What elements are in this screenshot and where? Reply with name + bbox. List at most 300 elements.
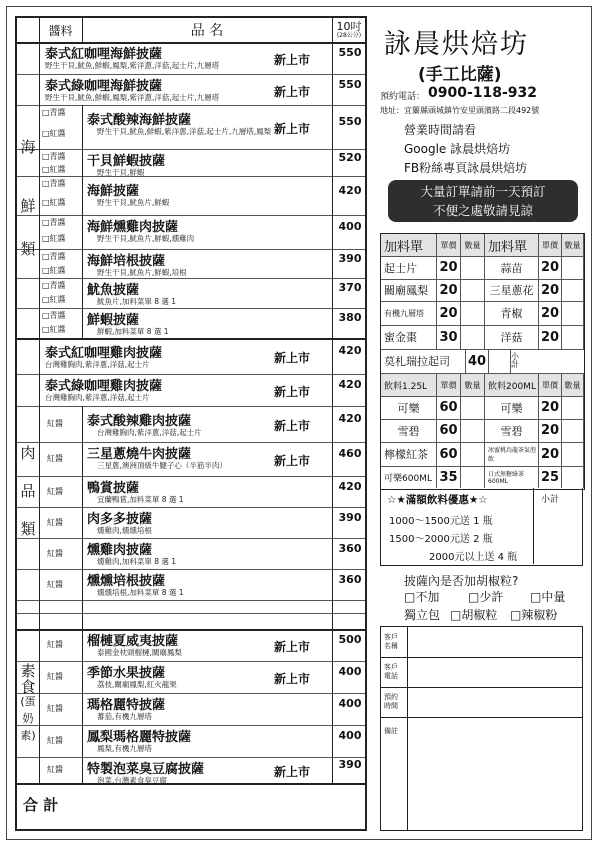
address: 地址：宜蘭縣頭城鎮竹安里頭濱路二段492號 — [380, 106, 540, 115]
promo-line-1: 1000～1500元送 1 瓶 — [389, 516, 493, 527]
promo-box — [380, 488, 583, 566]
addon-right-name: 洋菇 — [485, 325, 539, 349]
veg-row-3 — [17, 725, 365, 758]
addon-right-price: 20 — [539, 301, 562, 325]
pepper-medium[interactable]: □中量 — [530, 590, 566, 604]
sauce-red-label: 紅醬 — [47, 704, 63, 713]
addon-right-name: 青椒 — [485, 301, 539, 325]
meat-row-7 — [17, 569, 365, 601]
drink-left-name: 可樂 — [381, 396, 437, 419]
form-row-line-3 — [381, 717, 582, 718]
addon-right-qty[interactable] — [562, 256, 584, 279]
price-divider — [332, 74, 333, 105]
drink-left-price: 60 — [437, 442, 461, 466]
price-divider — [332, 215, 333, 249]
item-price: 520 — [338, 150, 362, 164]
meat-row-3 — [17, 442, 365, 477]
meat-row-0 — [17, 338, 365, 375]
header-size-sub: (28公分) — [336, 31, 362, 39]
addon-right-name: 三星蔥花 — [485, 279, 539, 301]
sauce-red-label: 紅醬 — [47, 765, 63, 774]
item-description: 鮮蝦,加料菜單 8 選 1 — [97, 327, 169, 336]
shop-subtitle: (手工比薩) — [418, 65, 502, 85]
category-veg-char-3: 奶 — [22, 712, 34, 725]
sauce-cell — [39, 661, 83, 693]
drink-row-0 — [381, 396, 584, 420]
item-name: 鳳梨瑪格麗特披薩 — [87, 730, 192, 745]
category-veg-char-2: (蛋 — [20, 695, 36, 708]
addon-left-qty[interactable] — [461, 301, 485, 325]
form-time-field[interactable] — [411, 691, 577, 713]
drink-right-name: 冰蜜桃烏龍茶氣泡飲 — [485, 442, 539, 466]
addon-row-0 — [381, 256, 584, 280]
header-size — [333, 18, 365, 44]
new-badge: 新上市 — [274, 385, 311, 399]
sauce-red-checkbox[interactable]: □青醬 — [42, 311, 66, 320]
item-description: 泰國金枕頭榴槤,關廟鳳梨 — [97, 648, 182, 657]
sauce-cell — [39, 215, 83, 249]
addon-left-price: 30 — [437, 325, 461, 349]
sauce-red-checkbox[interactable]: □青醬 — [42, 108, 66, 117]
drinks-price-header-right: 單價 — [539, 374, 562, 396]
total-label: 合 計 — [23, 796, 59, 814]
sauce-cell — [39, 538, 83, 569]
form-note-field[interactable] — [411, 721, 577, 825]
item-price: 550 — [338, 115, 362, 128]
seafood-row-6 — [17, 249, 365, 279]
addon-mozzarella-qty[interactable] — [488, 349, 511, 373]
meat-row-6 — [17, 538, 365, 570]
price-divider — [332, 693, 333, 725]
new-badge: 新上市 — [274, 351, 311, 365]
price-divider — [332, 600, 333, 613]
sauce-red-label: 紅醬 — [47, 672, 63, 681]
price-divider — [332, 538, 333, 569]
price-divider — [332, 442, 333, 476]
drink-left-price: 35 — [437, 466, 461, 488]
pepper-none[interactable]: □不加 — [404, 590, 440, 604]
sauce-red-label: 紅醬 — [47, 548, 63, 558]
addon-right-qty[interactable] — [562, 279, 584, 301]
addon-header-row — [381, 234, 584, 257]
drink-left-price: 60 — [437, 396, 461, 419]
drink-right-name: 日式無糖綠茶 600ML — [485, 466, 539, 488]
category-veg-char-4: 素) — [20, 729, 36, 742]
phone-number: 0900-118-932 — [428, 85, 538, 101]
item-name: 泰式紅咖哩雞肉披薩 — [45, 346, 163, 361]
drink-right-price: 20 — [539, 419, 562, 442]
drink-left-name: 雪碧 — [381, 419, 437, 442]
header-blank — [17, 18, 40, 44]
addon-left-price: 20 — [437, 301, 461, 325]
item-price: 400 — [338, 220, 362, 233]
notice-line-2: 不便之處敬請見諒 — [432, 203, 533, 218]
item-price: 400 — [338, 665, 362, 678]
price-divider — [332, 569, 333, 600]
drink-left-qty[interactable] — [461, 442, 485, 466]
seafood-row-4 — [17, 176, 365, 216]
price-divider — [332, 374, 333, 406]
drink-right-name: 雪碧 — [485, 419, 539, 442]
addon-left-qty[interactable] — [461, 279, 485, 301]
item-name: 海鮮培根披薩 — [87, 254, 166, 269]
veg-row-0 — [17, 629, 365, 662]
price-divider — [332, 507, 333, 538]
fb-text: FB粉絲專頁詠晨烘焙坊 — [404, 161, 528, 175]
promo-subtotal: 小計 — [541, 495, 560, 505]
sauce-cell — [39, 149, 83, 176]
item-price: 390 — [338, 251, 362, 265]
price-divider — [332, 42, 333, 74]
addon-right-qty[interactable] — [562, 325, 584, 349]
addon-qty-header-right: 數量 — [562, 234, 584, 256]
sauce-red-label: 紅醬 — [47, 736, 63, 745]
sauce-red-label: 紅醬 — [47, 517, 63, 527]
item-name: 季節水果披薩 — [87, 666, 166, 681]
item-name: 三星蔥燒牛肉披薩 — [87, 447, 192, 462]
new-badge: 新上市 — [274, 454, 311, 468]
item-description: 野生干貝,魷魚片,鮮蝦 — [97, 198, 170, 207]
sauce-cell — [39, 613, 83, 629]
seafood-row-8 — [17, 308, 365, 340]
addon-row-2 — [381, 301, 584, 326]
veg-row-4 — [17, 757, 365, 784]
item-price: 400 — [338, 697, 362, 710]
item-name: 瑪格麗特披薩 — [87, 698, 166, 713]
sauce-red-checkbox[interactable]: □青醬 — [42, 152, 66, 161]
meat-row-4 — [17, 476, 365, 508]
drink-right-price: 20 — [539, 396, 562, 419]
sauce-red-checkbox[interactable]: □青醬 — [42, 218, 66, 227]
sauce-red-checkbox[interactable]: □青醬 — [42, 281, 66, 290]
drink-row-3 — [381, 466, 584, 488]
item-name: 干貝鮮蝦披薩 — [87, 154, 166, 169]
drink-right-price: 25 — [539, 466, 562, 488]
sauce-green-checkbox[interactable]: □紅醬 — [42, 197, 66, 207]
sauce-green-checkbox[interactable]: □紅醬 — [42, 234, 66, 243]
price-divider — [332, 249, 333, 278]
drinks-title-left: 飲料1.25L — [381, 374, 437, 396]
new-badge: 新上市 — [274, 640, 311, 654]
promo-divider — [533, 488, 534, 564]
pepper-peppercorn[interactable]: □胡椒粒 — [450, 608, 498, 622]
item-name: 榴槤夏威夷披薩 — [87, 634, 179, 649]
pepper-chili[interactable]: □辣椒粉 — [510, 608, 558, 622]
item-price: 500 — [338, 633, 362, 646]
price-divider — [332, 613, 333, 629]
sauce-red-label: 紅醬 — [47, 419, 63, 428]
item-name: 鮮蝦披薩 — [87, 313, 140, 328]
notice-line-1: 大量訂單請前一天預訂 — [420, 184, 546, 199]
category-veg-char-1: 食 — [20, 678, 36, 696]
item-price: 420 — [338, 344, 362, 357]
category-veg-char-0: 素 — [20, 662, 36, 680]
new-badge: 新上市 — [274, 419, 311, 433]
new-badge: 新上市 — [274, 765, 311, 779]
drink-left-qty[interactable] — [461, 396, 485, 419]
sauce-cell — [39, 600, 83, 613]
addon-right-name: 蒜苗 — [485, 256, 539, 279]
sauce-cell — [39, 406, 83, 442]
sauce-green-checkbox[interactable]: □紅醬 — [42, 295, 66, 304]
price-divider — [332, 149, 333, 176]
item-name: 燻雞肉披薩 — [87, 543, 153, 558]
drinks-header-row — [381, 374, 584, 397]
form-phone-label: 客戶電話 — [384, 663, 398, 680]
price-divider — [332, 338, 333, 374]
addon-left-name: 關廟鳳梨 — [381, 279, 437, 301]
new-badge: 新上市 — [274, 122, 311, 136]
veg-row-2 — [17, 693, 365, 726]
sauce-cell — [39, 507, 83, 538]
item-name: 海鮮燻雞肉披薩 — [87, 220, 179, 235]
drink-left-name: 可樂600ML — [381, 466, 437, 488]
item-description: 三星蔥,澳洲頂級牛腱子心（半筋半肉） — [97, 461, 227, 470]
item-price: 550 — [338, 46, 362, 59]
addon-qty-header-left: 數量 — [461, 234, 485, 256]
addon-left-name: 起士片 — [381, 256, 437, 279]
promo-title: ☆★滿額飲料優惠★☆ — [387, 494, 488, 506]
addon-right-qty[interactable] — [562, 301, 584, 325]
addon-right-price: 20 — [539, 279, 562, 301]
item-name: 泰式綠咖哩海鮮披薩 — [45, 79, 163, 94]
sauce-cell — [39, 278, 83, 308]
item-name: 泰式酸辣雞肉披薩 — [87, 414, 192, 429]
sauce-green-checkbox[interactable]: □紅醬 — [42, 325, 66, 334]
sauce-cell — [39, 249, 83, 278]
addon-row-1 — [381, 279, 584, 302]
addon-right-price: 20 — [539, 325, 562, 349]
veg-row-1 — [17, 661, 365, 694]
drink-left-price: 60 — [437, 419, 461, 442]
form-row-line-1 — [381, 657, 582, 658]
drink-right-name: 可樂 — [485, 396, 539, 419]
price-divider — [332, 105, 333, 149]
sauce-red-label: 紅醬 — [47, 640, 63, 649]
addon-mozzarella-row — [381, 349, 584, 374]
item-description: 野生干貝,魷魚片,鮮蝦,培根 — [97, 268, 187, 277]
item-price: 460 — [338, 447, 362, 460]
drink-left-qty[interactable] — [461, 419, 485, 442]
item-price: 360 — [338, 541, 362, 555]
sauce-cell — [39, 757, 83, 783]
drink-left-qty[interactable] — [461, 466, 485, 488]
price-divider — [332, 725, 333, 757]
item-description: 野生干貝,魷魚,鮮蝦,鳳梨,紫洋蔥,洋菇,起士片,九層塔 — [45, 61, 220, 70]
pepper-question: 披薩內是否加胡椒粒? — [404, 574, 519, 588]
promo-line-2: 1500～2000元送 2 瓶 — [389, 534, 493, 545]
form-phone-field[interactable] — [411, 661, 577, 683]
item-name: 泰式紅咖哩海鮮披薩 — [45, 47, 163, 62]
item-description: 鳳梨,有機九層塔 — [97, 744, 152, 753]
addon-left-qty[interactable] — [461, 256, 485, 279]
item-name: 特製泡菜臭豆腐披薩 — [87, 762, 205, 777]
sauce-red-label: 紅醬 — [47, 579, 63, 589]
item-price: 380 — [338, 311, 362, 324]
sauce-cell — [39, 569, 83, 600]
addon-table — [380, 233, 585, 490]
item-description: 野生干貝,鮮蝦 — [97, 168, 145, 177]
addon-price-header-right: 單價 — [539, 234, 562, 256]
item-description: 台灣雞胸肉,紫洋蔥,洋菇,起士片 — [45, 393, 150, 402]
item-description: 台灣雞胸肉,紫洋蔥,洋菇,起士片 — [45, 360, 150, 369]
category-seafood-char-0: 海 — [20, 138, 36, 156]
seafood-row-3 — [17, 149, 365, 177]
blank-row-0 — [17, 600, 365, 614]
item-description: 魷魚片,加料菜單 8 選 1 — [97, 297, 177, 306]
item-description: 泡菜,台灣素食臭豆腐 — [97, 776, 167, 785]
item-name: 泰式綠咖哩雞肉披薩 — [45, 379, 163, 394]
phone-label: 預約電話： — [380, 92, 426, 102]
price-divider — [332, 278, 333, 308]
price-divider — [332, 176, 333, 215]
price-divider — [332, 757, 333, 783]
item-name: 燻燻培根披薩 — [87, 574, 166, 589]
sauce-cell — [39, 442, 83, 476]
item-price: 420 — [338, 412, 362, 425]
shop-name: 詠晨烘焙坊 — [384, 29, 529, 60]
seafood-row-5 — [17, 215, 365, 250]
sauce-green-checkbox[interactable]: □紅醬 — [42, 164, 66, 174]
addon-left-name: 蜜金棗 — [381, 325, 437, 349]
drink-right-price: 20 — [539, 442, 562, 466]
sauce-cell — [39, 176, 83, 215]
item-description: 台灣雞胸肉,紫洋蔥,洋菇,起士片 — [97, 428, 202, 437]
item-price: 420 — [338, 378, 362, 391]
form-name-label: 客戶名稱 — [384, 633, 398, 650]
item-price: 420 — [338, 183, 362, 197]
drinks-price-header-left: 單價 — [437, 374, 461, 396]
category-column-seafood — [17, 42, 40, 338]
form-note-label: 備註 — [384, 727, 398, 735]
promo-line-3: 2000元以上送 4 瓶 — [429, 552, 518, 563]
item-description: 燻雞肉,燻燻培根 — [97, 526, 152, 535]
category-meat-char-1: 品 — [20, 482, 36, 500]
new-badge: 新上市 — [274, 84, 311, 99]
item-price: 420 — [338, 479, 362, 493]
sauce-green-checkbox[interactable]: □紅醬 — [42, 265, 66, 275]
google-text: Google 詠晨烘焙坊 — [404, 142, 511, 156]
sauce-green-checkbox[interactable]: □紅醬 — [42, 129, 66, 138]
sauce-cell — [39, 693, 83, 725]
sauce-cell — [39, 476, 83, 507]
price-divider — [332, 476, 333, 507]
meat-row-1 — [17, 374, 365, 407]
drink-right-qty[interactable] — [562, 466, 584, 488]
pepper-little[interactable]: □少許 — [468, 590, 504, 604]
item-price: 360 — [338, 572, 362, 586]
new-badge: 新上市 — [274, 53, 311, 67]
form-name-field[interactable] — [411, 631, 577, 653]
item-description: 燻雞肉,加料菜單 8 選 1 — [97, 557, 177, 566]
category-meat-char-0: 肉 — [20, 444, 36, 462]
drink-row-2 — [381, 442, 584, 467]
item-price: 390 — [338, 758, 362, 771]
addon-mozzarella-name: 莫札瑞拉起司 — [384, 355, 450, 368]
seafood-row-1 — [17, 74, 365, 106]
drink-left-name: 檸檬紅茶 — [381, 442, 437, 466]
customer-form — [380, 626, 583, 831]
addon-left-name: 有機九層塔 — [381, 301, 437, 325]
menu-table — [15, 16, 367, 831]
category-meat-char-2: 類 — [20, 520, 36, 538]
meat-row-5 — [17, 507, 365, 539]
drinks-qty-header-left: 數量 — [461, 374, 485, 396]
item-description: 燻燻培根,加料菜單 8 選 1 — [97, 588, 184, 597]
item-name: 魷魚披薩 — [87, 283, 140, 298]
item-description: 宜蘭鴨賞,加料菜單 8 選 1 — [97, 495, 184, 504]
item-description: 野生干貝,魷魚,鮮蝦,紫洋蔥,洋菇,起士片,九層塔,鳳梨 — [97, 127, 272, 136]
price-divider — [332, 629, 333, 661]
price-divider — [332, 661, 333, 693]
item-description: 野生干貝,魷魚片,鮮蝦,燻雞肉 — [97, 234, 195, 243]
addon-mozzarella-price: 40 — [465, 349, 489, 373]
item-description: 野生干貝,魷魚,鮮蝦,鳳梨,紫洋蔥,洋菇,起士片,九層塔 — [45, 93, 220, 102]
sauce-red-checkbox[interactable]: □青醬 — [42, 252, 66, 261]
seafood-row-0 — [17, 42, 365, 75]
item-name: 肉多多披薩 — [87, 512, 153, 527]
addon-row-3 — [381, 325, 584, 350]
drink-right-qty[interactable] — [562, 442, 584, 466]
item-price: 400 — [338, 729, 362, 742]
hours-text: 營業時間請看 — [404, 123, 477, 137]
sauce-red-checkbox[interactable]: □青醬 — [42, 179, 66, 188]
item-description: 蕃茄,有機九層塔 — [97, 712, 152, 721]
addon-left-price: 20 — [437, 279, 461, 301]
seafood-row-2 — [17, 105, 365, 150]
price-divider — [332, 406, 333, 442]
sauce-cell — [39, 725, 83, 757]
addon-left-qty[interactable] — [461, 325, 485, 349]
sauce-red-label: 紅醬 — [47, 486, 63, 496]
header-size-label: 10吋 — [336, 19, 362, 33]
sauce-cell — [39, 629, 83, 661]
item-price: 390 — [338, 510, 362, 524]
price-divider — [332, 308, 333, 338]
form-row-line-2 — [381, 687, 582, 688]
item-name: 鴨賞披薩 — [87, 481, 140, 496]
header-name: 品 名 — [82, 18, 333, 44]
addon-subtotal-label: 小計 — [511, 352, 519, 369]
header-sauce: 醬料 — [39, 18, 83, 44]
new-badge: 新上市 — [274, 672, 311, 686]
total-divider — [17, 783, 365, 785]
item-name: 泰式酸辣海鮮披薩 — [87, 113, 192, 128]
item-price: 550 — [338, 77, 362, 91]
addon-right-price: 20 — [539, 256, 562, 279]
addon-title-right: 加料單 — [485, 234, 539, 256]
meat-row-2 — [17, 406, 365, 443]
sauce-red-label: 紅醬 — [47, 454, 63, 463]
addon-left-price: 20 — [437, 256, 461, 279]
notice-box — [388, 180, 578, 222]
drinks-qty-header-right: 數量 — [562, 374, 584, 396]
pepper-separate: 獨立包 — [404, 608, 441, 622]
drinks-title-right: 飲料200ML — [485, 374, 539, 396]
category-seafood-char-1: 鮮 — [20, 197, 36, 215]
sauce-cell — [39, 308, 83, 338]
item-name: 海鮮披薩 — [87, 184, 140, 199]
category-seafood-char-2: 類 — [20, 240, 36, 258]
addon-title-left: 加料單 — [381, 234, 437, 256]
drink-right-qty[interactable] — [562, 419, 584, 442]
form-time-label: 預約時間 — [384, 693, 398, 710]
seafood-row-7 — [17, 278, 365, 309]
sauce-cell — [39, 105, 83, 149]
drink-right-qty[interactable] — [562, 396, 584, 419]
item-price: 370 — [338, 281, 362, 294]
addon-price-header-left: 單價 — [437, 234, 461, 256]
